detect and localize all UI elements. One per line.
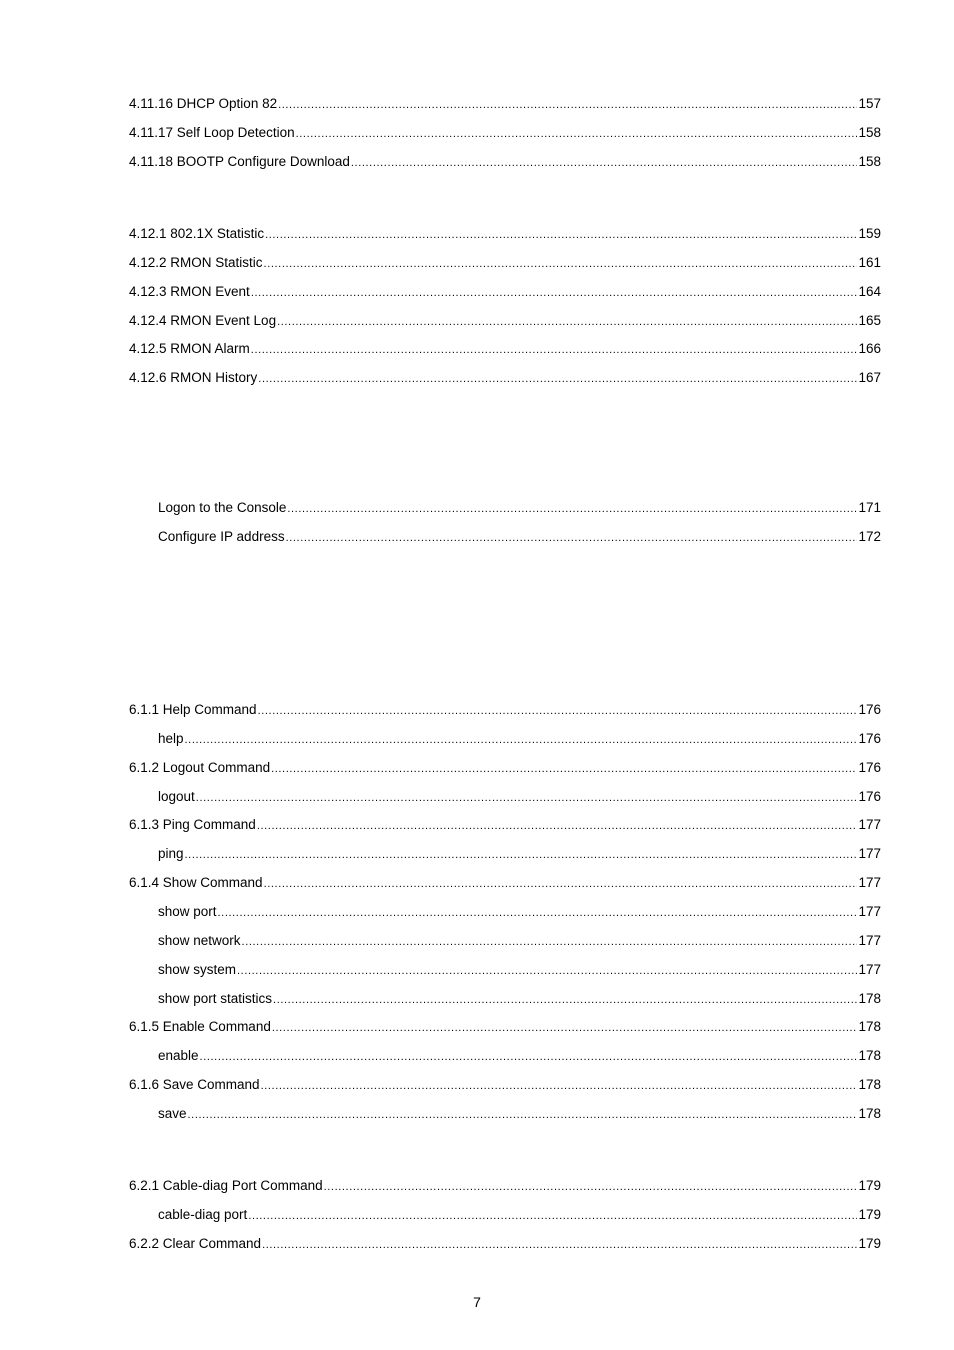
toc-entry-page: 179: [858, 1235, 881, 1251]
toc-entry-page: 177: [858, 846, 881, 862]
toc-entry-title: ping: [158, 846, 184, 862]
toc-entry-page: 178: [858, 1048, 881, 1064]
toc-entry-page: 177: [858, 961, 881, 977]
toc-entry-page: 177: [858, 875, 881, 891]
toc-entry[interactable]: [129, 254, 881, 272]
toc-entry-title: enable: [158, 1048, 199, 1064]
toc-entry-title: 4.11.18 BOOTP Configure Download: [129, 153, 350, 169]
dot-leader: [188, 1106, 858, 1124]
toc-entry-title: 4.12.3 RMON Event: [129, 283, 250, 299]
toc-entry-title: cable-diag port: [158, 1206, 248, 1222]
dot-leader: [264, 875, 858, 893]
toc-entry-title: 6.1.3 Ping Command: [129, 817, 256, 833]
dot-leader: [258, 702, 858, 720]
dot-leader: [286, 529, 858, 547]
page-number: 7: [473, 1294, 481, 1310]
toc-entry-page: 179: [858, 1178, 881, 1193]
dot-leader: [261, 1077, 858, 1095]
toc-entry-page: 158: [858, 124, 881, 140]
toc-entry-title: 6.1.1 Help Command: [129, 702, 257, 717]
toc-entry[interactable]: [129, 816, 881, 834]
toc-entry-title: 4.12.1 802.1X Statistic: [129, 226, 265, 241]
toc-entry[interactable]: [158, 932, 881, 950]
dot-leader: [296, 125, 858, 143]
dot-leader: [257, 817, 858, 835]
dot-leader: [218, 904, 858, 922]
dot-leader: [251, 341, 858, 359]
toc-entry-title: show port statistics: [158, 990, 273, 1006]
toc-entry-title: 6.1.6 Save Command: [129, 1077, 260, 1093]
toc-entry[interactable]: [129, 1076, 881, 1094]
toc-entry[interactable]: [129, 124, 881, 142]
toc-entry[interactable]: [129, 759, 881, 777]
dot-leader: [273, 991, 857, 1009]
dot-leader: [185, 846, 858, 864]
toc-entry[interactable]: [129, 874, 881, 892]
toc-entry-page: 177: [858, 817, 881, 833]
toc-entry[interactable]: [158, 788, 881, 806]
dot-leader: [262, 1236, 857, 1254]
toc-entry[interactable]: [158, 903, 881, 921]
toc-entry[interactable]: [158, 845, 881, 863]
dot-leader: [200, 1048, 858, 1066]
dot-leader: [287, 500, 857, 518]
toc-entry[interactable]: [129, 225, 881, 243]
toc-entry[interactable]: [129, 701, 881, 719]
toc-entry[interactable]: [129, 1177, 881, 1195]
toc-entry-page: 178: [858, 990, 881, 1006]
toc-entry-title: 4.12.4 RMON Event Log: [129, 312, 277, 328]
toc-entry[interactable]: [129, 95, 881, 113]
toc-entry-title: save: [158, 1105, 187, 1121]
toc-entry[interactable]: [158, 1105, 881, 1123]
toc-entry-title: 6.2.2 Clear Command: [129, 1235, 262, 1251]
toc-entry-page: 158: [858, 153, 881, 169]
dot-leader: [265, 226, 857, 244]
toc-entry-title: help: [158, 730, 184, 746]
toc-entry-page: 165: [858, 312, 881, 328]
toc-entry-title: 6.2.1 Cable-diag Port Command: [129, 1178, 323, 1193]
toc-entry-page: 176: [858, 788, 881, 804]
toc-entry-page: 172: [858, 528, 881, 544]
toc-entry[interactable]: [129, 312, 881, 330]
dot-leader: [271, 760, 857, 778]
toc-entry-title: 6.1.2 Logout Command: [129, 759, 271, 775]
toc-entry[interactable]: [158, 1047, 881, 1065]
dot-leader: [185, 731, 858, 749]
toc-entry-page: 179: [858, 1206, 881, 1222]
toc-entry-title: 6.1.5 Enable Command: [129, 1019, 271, 1035]
toc-entry-title: 4.12.2 RMON Statistic: [129, 254, 263, 270]
toc-entry-page: 171: [858, 500, 881, 515]
toc-entry-title: Configure IP address: [158, 528, 285, 544]
dot-leader: [196, 789, 858, 807]
toc-entry-title: show network: [158, 932, 241, 948]
toc-entry-title: 4.12.6 RMON History: [129, 370, 258, 386]
dot-leader: [278, 96, 857, 114]
toc-entry-title: 6.1.4 Show Command: [129, 875, 263, 891]
toc-entry-title: 4.11.17 Self Loop Detection: [129, 124, 295, 140]
toc-entry-page: 157: [858, 96, 881, 111]
toc-entry-title: Logon to the Console: [158, 500, 287, 515]
toc-entry-page: 178: [858, 1105, 881, 1121]
toc-entry[interactable]: [129, 283, 881, 301]
toc-entry-page: 177: [858, 903, 881, 919]
toc-entry[interactable]: [129, 1018, 881, 1036]
toc-entry[interactable]: [129, 369, 881, 387]
dot-leader: [251, 284, 858, 302]
dot-leader: [324, 1178, 858, 1196]
toc-entry[interactable]: [158, 499, 881, 517]
toc-entry[interactable]: [158, 990, 881, 1008]
toc-entry[interactable]: [158, 730, 881, 748]
toc-entry-page: 164: [858, 283, 881, 299]
toc-entry-page: 177: [858, 932, 881, 948]
toc-entry-page: 176: [858, 759, 881, 775]
toc-entry-page: 178: [858, 1019, 881, 1035]
toc-entry[interactable]: [158, 528, 881, 546]
dot-leader: [248, 1207, 857, 1225]
toc-entry-title: show system: [158, 961, 237, 977]
toc-entry-page: 178: [858, 1077, 881, 1093]
dot-leader: [258, 370, 857, 388]
toc-entry-title: logout: [158, 788, 195, 804]
dot-leader: [351, 154, 858, 172]
dot-leader: [277, 313, 857, 331]
toc-entry-page: 161: [858, 254, 881, 270]
toc-entry[interactable]: [129, 340, 881, 358]
toc-entry-page: 176: [858, 702, 881, 717]
dot-leader: [242, 933, 858, 951]
toc-entry-title: show port: [158, 903, 217, 919]
toc-entry-page: 167: [858, 370, 881, 386]
dot-leader: [264, 255, 858, 273]
toc-entry[interactable]: [158, 961, 881, 979]
dot-leader: [272, 1019, 858, 1037]
toc-entry-title: 4.12.5 RMON Alarm: [129, 341, 250, 357]
toc-entry[interactable]: [158, 1206, 881, 1224]
dot-leader: [237, 962, 857, 980]
toc-entry-title: 4.11.16 DHCP Option 82: [129, 96, 278, 111]
toc-entry[interactable]: [129, 1235, 881, 1253]
toc-entry[interactable]: [129, 153, 881, 171]
toc-entry-page: 159: [858, 226, 881, 241]
toc-entry-page: 176: [858, 730, 881, 746]
toc-entry-page: 166: [858, 341, 881, 357]
